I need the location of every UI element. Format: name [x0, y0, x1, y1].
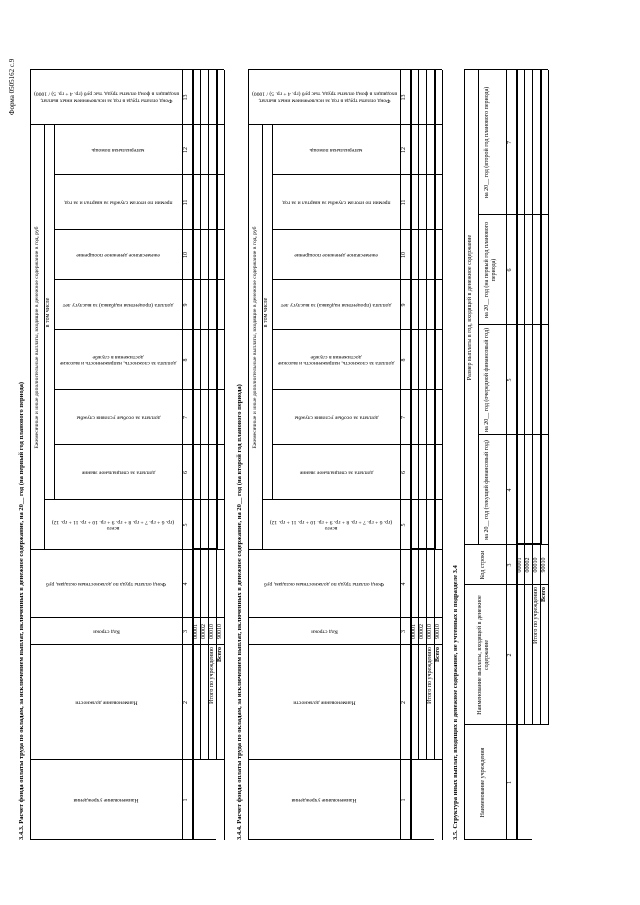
grid-line — [216, 70, 218, 550]
header-code: Код строки — [310, 628, 338, 635]
grid-line — [54, 389, 224, 390]
header-next-year: на 20__ год (очередной финансовый год) — [484, 327, 490, 433]
column-number: 6 — [401, 471, 407, 474]
header-subcol: премии по итогам службы за квартал и за год — [64, 199, 172, 206]
column-number: 8 — [401, 358, 407, 362]
header-subcol: доплата за особые условия службы — [294, 414, 378, 421]
column-number: 8 — [183, 358, 189, 362]
section-35-title: 3.5. Структура иных выплат, входящих в денежное содержание, не учтенных в подразделе 3.4 — [452, 565, 459, 840]
column-number: 3 — [507, 563, 513, 567]
grid-line — [30, 69, 224, 70]
column-number: 6 — [183, 471, 189, 474]
grid-line — [30, 70, 31, 840]
row-code: 00002 — [525, 557, 531, 573]
header-position: Наименование должности — [74, 699, 138, 706]
header-in-that-number: в том числе — [45, 297, 51, 328]
column-number: 1 — [183, 798, 189, 802]
column-number: 10 — [183, 252, 189, 258]
grid-line — [464, 69, 548, 70]
column-number: 5 — [183, 523, 189, 527]
column-number: 11 — [401, 199, 407, 206]
grid-line — [464, 839, 532, 840]
grid-line — [224, 70, 225, 840]
total-label: Всего — [435, 647, 441, 662]
grid-line — [262, 499, 442, 500]
header-subcol: доплата (процентная надбавка) за выслугу лет — [62, 302, 174, 309]
column-number: 11 — [183, 199, 189, 206]
column-number: 1 — [401, 798, 407, 802]
header-group-extra: Ежемесячные и иные дополнительные выплаты, входящие в денежное содержание в год, руб — [252, 226, 259, 449]
grid-line — [516, 543, 540, 545]
grid-line — [442, 70, 443, 840]
header-subcol: доплата за специальное звание — [299, 469, 373, 476]
header-subcol: доплата за особые условия службы — [76, 414, 160, 421]
column-number: 9 — [401, 303, 407, 307]
column-number: 3 — [183, 630, 189, 633]
row-code: 00002 — [201, 624, 207, 639]
header-fund-total: Фонд оплаты труда в год за исключением иных выплат, входящих в фонд оплаты труда, тыс руб (гр. 4 + гр. 5) / 1000) — [33, 91, 179, 104]
column-number: 7 — [507, 141, 513, 144]
header-group-size: Размер выплаты в год, входящей в денежное содержание — [467, 234, 473, 381]
header-in-that-number: в том числе — [263, 297, 269, 328]
section-343-title: 3.4.3. Расчет фонда оплаты труда по окладам, за исключением выплат, включенных в денежное содержание, на 20__ год (на первый год планового периода) — [18, 381, 25, 840]
section-344-title: 3.4.4. Расчет фонда оплаты труда по окладам, за исключением выплат, включенных в денежное содержание, на 20__ год (на второй год планового периода) — [236, 384, 243, 840]
column-number: 6 — [507, 268, 513, 272]
header-payment: Наименование выплаты, входящей в денежное содержание — [477, 595, 490, 715]
grid-line — [272, 229, 442, 230]
header-institution: Наименование учреждения — [480, 747, 486, 818]
grid-line — [524, 70, 525, 725]
header-subcol: материальная помощь — [309, 147, 363, 154]
header-total-formula: (гр. 6 + гр. 7 + гр. 8 + гр. 9 + гр. 10 + гр. 11 + гр. 12) — [51, 519, 175, 525]
header-total — [48, 502, 178, 548]
header-subcol: ежемесячное денежное поощрение — [294, 252, 378, 259]
row-code: 00001 — [193, 624, 199, 639]
header-group-extra: Ежемесячные и иные дополнительные выплаты, входящие в денежное содержание в год, руб — [34, 226, 41, 449]
column-number: 12 — [401, 147, 407, 153]
header-subcol: доплата (процентная надбавка) за выслугу лет — [280, 302, 392, 309]
grid-line — [248, 69, 442, 70]
section-344-table — [248, 70, 446, 840]
section-35-table — [464, 70, 624, 840]
header-subcol: премии по итогам службы за квартал и за год — [282, 199, 390, 206]
form-code: Форма 0505162 с.9 — [8, 58, 16, 115]
row-code: 00010 — [427, 624, 433, 639]
row-code: 00001 — [517, 557, 523, 573]
row-code: 00010 — [533, 557, 539, 573]
header-fund-salary: Фонд оплаты труда по должностным окладам, руб — [45, 581, 167, 588]
total-label: Всего — [217, 647, 223, 662]
grid-line — [30, 759, 224, 760]
total-institution-label: Итого по учреждению — [427, 647, 433, 704]
grid-line — [248, 70, 249, 840]
header-second-plan-year: на 20__ год (второй год планового периода) — [484, 86, 490, 199]
grid-line — [548, 70, 549, 725]
column-number: 10 — [401, 252, 407, 258]
grid-line — [272, 444, 442, 445]
header-subcol: доплата за сложность, напряженность и высокие достижения в службе — [277, 354, 395, 367]
column-number: 4 — [401, 582, 407, 586]
row-code: 00002 — [419, 624, 425, 639]
row-code: 00010 — [209, 624, 215, 639]
column-number: 3 — [401, 630, 407, 633]
header-fund-salary: Фонд оплаты труда по должностным окладам, руб — [263, 581, 385, 588]
grid-line — [54, 329, 224, 330]
column-number: 9 — [183, 303, 189, 307]
column-number: 13 — [183, 94, 189, 101]
column-number: 4 — [183, 582, 189, 586]
column-number: 2 — [183, 701, 189, 704]
grid-line — [478, 70, 479, 545]
grid-line — [54, 229, 224, 230]
header-total — [266, 502, 396, 548]
header-institution: Наименование учреждения — [73, 797, 139, 804]
header-subcol: доплата за специальное звание — [81, 469, 155, 476]
header-position: Наименование должности — [292, 699, 356, 706]
grid-line — [44, 499, 224, 500]
grid-line — [410, 70, 412, 840]
header-total-label: всего — [324, 525, 338, 532]
row-code: 90010 — [541, 557, 547, 573]
grid-line — [272, 174, 442, 175]
column-number: 1 — [507, 781, 513, 784]
total-label: Всего — [541, 587, 547, 602]
grid-line — [540, 70, 542, 545]
column-number: 4 — [507, 488, 513, 492]
grid-line — [248, 759, 442, 760]
grid-line — [200, 70, 201, 760]
header-subcol: доплата за сложность, напряженность и высокие достижения в службе — [59, 354, 177, 367]
grid-line — [54, 174, 224, 175]
column-number: 7 — [401, 416, 407, 419]
header-total-formula: (гр. 6 + гр. 7 + гр. 8 + гр. 9 + гр. 10 + гр. 11 + гр. 12) — [269, 519, 393, 525]
column-number: 7 — [183, 416, 189, 419]
header-code: Код строки — [92, 628, 120, 635]
grid-line — [192, 70, 194, 840]
total-institution-label: Итого по учреждению — [533, 587, 539, 644]
total-institution-label: Итого по учреждению — [209, 647, 215, 704]
row-code: 90010 — [435, 624, 441, 639]
header-institution: Наименование учреждения — [291, 797, 357, 804]
header-subcol: материальная помощь — [91, 147, 145, 154]
column-number: 5 — [401, 523, 407, 527]
grid-line — [54, 444, 224, 445]
grid-line — [418, 70, 419, 760]
row-code: 90010 — [217, 624, 223, 639]
grid-line — [410, 548, 434, 550]
grid-line — [272, 389, 442, 390]
column-number: 2 — [401, 701, 407, 704]
section-343-table — [30, 70, 228, 840]
grid-line — [192, 548, 216, 550]
header-current-year: на 20__ год (текущий финансовый год) — [484, 440, 490, 540]
column-number: 13 — [401, 94, 407, 101]
column-number: 12 — [183, 147, 189, 153]
header-code: Код строки — [480, 550, 486, 580]
row-code: 00001 — [411, 624, 417, 639]
grid-line — [272, 329, 442, 330]
column-number: 2 — [507, 653, 513, 657]
header-subcol: ежемесячное денежное поощрение — [76, 252, 160, 259]
header-total-label: всего — [106, 525, 120, 532]
header-fund-total: Фонд оплаты труда в год за исключением иных выплат, входящих в фонд оплаты труда, тыс руб (гр. 4 + гр. 5) / 1000) — [251, 91, 397, 104]
grid-line — [434, 70, 436, 550]
grid-line — [30, 124, 224, 125]
grid-line — [54, 279, 224, 280]
column-number: 5 — [507, 378, 513, 382]
grid-line — [248, 124, 442, 125]
grid-line — [272, 279, 442, 280]
header-first-plan-year: на 20__ год (на первый год планового периода) — [484, 221, 497, 319]
